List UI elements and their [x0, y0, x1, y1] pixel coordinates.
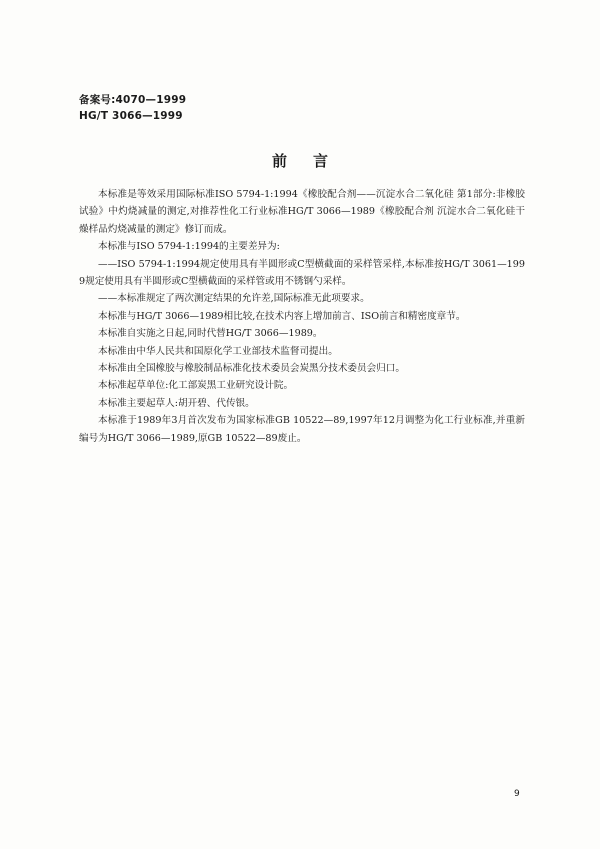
paragraph-proposer: 本标准由中华人民共和国原化学工业部技术监督司提出。 [98, 345, 338, 357]
page-number: 9 [514, 789, 520, 799]
paragraph-differences-intro: 本标准与ISO 5794-1:1994的主要差异为: [98, 241, 280, 253]
paragraph-committee: 本标准由全国橡胶与橡胶制品标准化技术委员会炭黑分技术委员会归口。 [98, 363, 405, 375]
paragraph-drafting-unit: 本标准起草单位:化工部炭黑工业研究设计院。 [98, 380, 294, 392]
paragraph-drafters: 本标准主要起草人:胡开碧、代传银。 [98, 397, 255, 409]
page-title: 前言 [271, 152, 354, 170]
paragraph-comparison: 本标准与HG/T 3066—1989相比较,在技术内容上增加前言、ISO前言和精密度章节。 [98, 310, 466, 322]
paragraph-difference-sampling: ——ISO 5794-1:1994规定使用具有半圆形或C型横截面的采样管采样,本标准按HG/T 3061—1999规定使用具有半圆形或C型横截面的采样管或用不锈钢勺采样。 [79, 258, 525, 288]
record-number: 备案号:4070—1999 [79, 94, 187, 106]
paragraph-difference-tolerance: ——本标准规定了两次测定结果的允许差,国际标准无此项要求。 [98, 293, 370, 305]
paragraph-replacement: 本标准自实施之日起,同时代替HG/T 3066—1989。 [98, 328, 323, 340]
paragraph-adoption: 本标准是等效采用国际标准ISO 5794-1:1994《橡胶配合剂——沉淀水合二氧化硅 第1部分:非橡胶试验》中灼烧减量的测定,对推荐性化工行业标准HG/T 3066—1989《橡胶配合剂 沉淀水合二氧化硅干燥样品灼烧减量的测定》修订而成。 [79, 189, 525, 235]
foreword-body [79, 186, 525, 447]
standard-number: HG/T 3066—1999 [79, 110, 183, 122]
paragraph-history: 本标准于1989年3月首次发布为国家标准GB 10522—89,1997年12月调整为化工行业标准,并重新编号为HG/T 3066—1989,原GB 10522—89废止。 [79, 415, 525, 444]
standard-identifiers [79, 92, 186, 124]
